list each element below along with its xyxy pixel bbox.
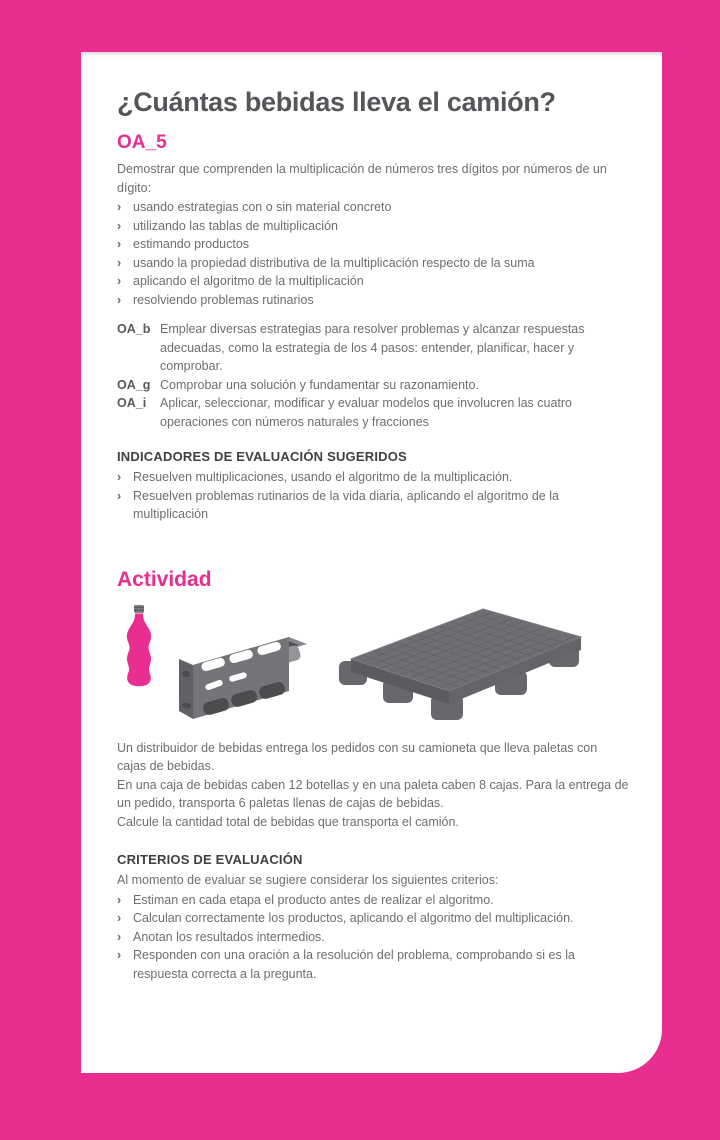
bottle-illustration	[121, 605, 157, 692]
indicadores-bullet-list	[117, 468, 629, 524]
bullet-text: Calculan correctamente los productos, aplicando el algoritmo del multiplicación.	[133, 911, 574, 925]
oa-cross-text: Emplear diversas estrategias para resolver problemas y alcanzar respuestas adecuadas, como la estrategia de los 4 pasos: entender, planificar, hacer y comprobar.	[160, 322, 585, 373]
oa5-label: OA_5	[117, 132, 167, 153]
bullet-marker: ›	[117, 218, 122, 233]
paragraph: Un distribuidor de bebidas entrega los pedidos con su camioneta que lleva paletas con cajas de bebidas.	[117, 740, 598, 773]
oa-cross-item	[117, 320, 629, 376]
oa-cross-item	[117, 376, 629, 395]
oa-cross-label: OA_g	[117, 377, 151, 392]
oa-cross-label: OA_b	[117, 322, 151, 336]
list-item	[117, 235, 629, 254]
activity-paragraphs	[117, 739, 629, 832]
list-item	[117, 198, 629, 217]
list-item	[117, 909, 629, 928]
bullet-text: Resuelven problemas rutinarios de la vida diaria, aplicando el algoritmo de la multiplicación	[133, 488, 559, 521]
list-item	[117, 217, 629, 236]
list-item	[117, 291, 629, 310]
list-item	[117, 928, 629, 947]
bullet-marker: ›	[117, 237, 122, 251]
pallet-illustration	[335, 599, 587, 726]
list-item	[117, 946, 629, 983]
content-sheet	[81, 52, 662, 1073]
list-item	[117, 891, 629, 910]
paragraph: En una caja de bebidas caben 12 botellas y en una paleta caben 8 cajas. Para la entrega de un pedido, transporta 6 paletas llenas de cajas de bebidas.	[117, 777, 629, 810]
bullet-marker: ›	[117, 292, 122, 307]
actividad-heading: Actividad	[117, 567, 212, 591]
bullet-text: Estiman en cada etapa el producto antes de realizar el algoritmo.	[133, 892, 494, 907]
bullet-marker: ›	[117, 255, 122, 270]
bullet-marker: ›	[117, 470, 122, 484]
activity-illustrations	[121, 599, 629, 735]
criterios-section	[117, 851, 629, 983]
bullet-marker: ›	[117, 200, 122, 214]
oa5-intro: Demostrar que comprenden la multiplicación de números tres dígitos por números de un dígito:	[117, 162, 607, 195]
bullet-text: usando estrategias con o sin material concreto	[133, 200, 392, 214]
bullet-marker: ›	[117, 911, 122, 925]
bullet-text: usando la propiedad distributiva de la multiplicación respecto de la suma	[133, 255, 535, 270]
bullet-marker: ›	[117, 948, 122, 962]
criterios-intro: Al momento de evaluar se sugiere considerar los siguientes criterios:	[117, 873, 499, 887]
list-item	[117, 468, 629, 487]
bullet-text: utilizando las tablas de multiplicación	[133, 218, 338, 233]
bullet-text: Anotan los resultados intermedios.	[133, 929, 325, 944]
actividad-section	[117, 567, 629, 832]
list-item	[117, 254, 629, 273]
bullet-text: Resuelven multiplicaciones, usando el algoritmo de la multiplicación.	[133, 470, 513, 484]
oa5-section	[117, 131, 629, 309]
paragraph: Calcule la cantidad total de bebidas que transporta el camión.	[117, 814, 459, 829]
crate-illustration	[177, 627, 309, 732]
list-item	[117, 272, 629, 291]
bullet-marker: ›	[117, 488, 122, 503]
bullet-text: resolviendo problemas rutinarios	[133, 292, 314, 307]
oa-cross-item	[117, 394, 629, 431]
page-title: ¿Cuántas bebidas lleva el camión?	[117, 87, 556, 117]
bullet-marker: ›	[117, 892, 122, 907]
oa-cross-label: OA_i	[117, 396, 147, 410]
criterios-bullet-list	[117, 891, 629, 984]
bullet-marker: ›	[117, 929, 122, 944]
oa5-bullet-list	[117, 198, 629, 309]
bullet-marker: ›	[117, 274, 122, 288]
oa-cross-text: Aplicar, seleccionar, modificar y evaluar modelos que involucren las cuatro operaciones con números naturales y fracciones	[160, 396, 573, 429]
indicadores-section	[117, 448, 629, 524]
list-item	[117, 487, 629, 524]
bullet-text: aplicando el algoritmo de la multiplicación	[133, 274, 364, 288]
criterios-heading: CRITERIOS DE EVALUACIÓN	[117, 852, 303, 867]
bullet-text: estimando productos	[133, 237, 250, 251]
indicadores-heading: INDICADORES DE EVALUACIÓN SUGERIDOS	[117, 449, 407, 464]
oa-cross-text: Comprobar una solución y fundamentar su razonamiento.	[160, 377, 479, 392]
oa-cross-list	[117, 320, 629, 431]
bullet-text: Responden con una oración a la resolución del problema, comprobando si es la respuesta correcta a la pregunta.	[133, 948, 575, 981]
